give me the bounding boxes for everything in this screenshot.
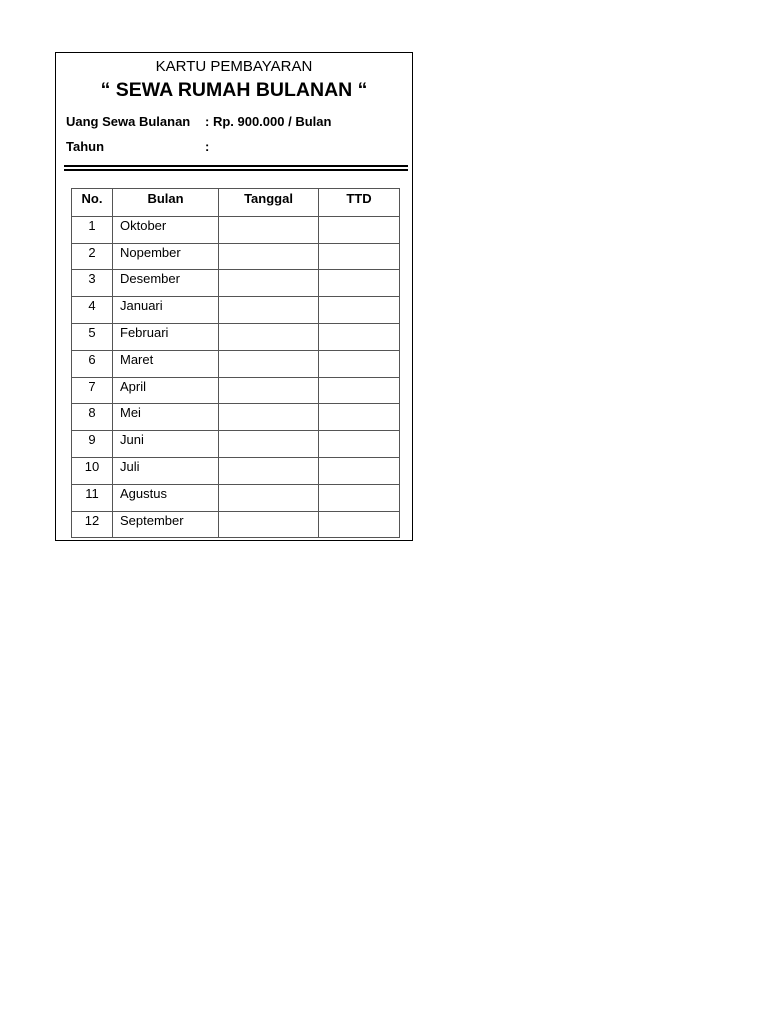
date-cell — [219, 297, 319, 324]
table-header-row — [72, 189, 400, 217]
signature-cell — [319, 216, 400, 243]
month-cell: September — [113, 511, 219, 538]
row-number-cell: 9 — [72, 431, 113, 458]
row-number-cell: 2 — [72, 243, 113, 270]
date-cell — [219, 323, 319, 350]
table-row — [72, 297, 400, 324]
signature-cell — [319, 511, 400, 538]
signature-cell — [319, 350, 400, 377]
signature-cell — [319, 431, 400, 458]
row-number-cell: 3 — [72, 270, 113, 297]
table-row — [72, 511, 400, 538]
row-number-cell: 11 — [72, 484, 113, 511]
table-row — [72, 243, 400, 270]
column-header-signature: TTD — [319, 189, 400, 217]
month-cell: April — [113, 377, 219, 404]
signature-cell — [319, 323, 400, 350]
row-number-cell: 8 — [72, 404, 113, 431]
row-number-cell: 7 — [72, 377, 113, 404]
signature-cell — [319, 404, 400, 431]
row-number-cell: 1 — [72, 216, 113, 243]
card-subtitle: “ SEWA RUMAH BULANAN “ — [100, 79, 368, 101]
table-row — [72, 216, 400, 243]
month-cell: Oktober — [113, 216, 219, 243]
table-body — [72, 216, 400, 538]
date-cell — [219, 431, 319, 458]
info-row-monthly-rent — [66, 114, 331, 129]
row-number-cell: 5 — [72, 323, 113, 350]
column-header-no: No. — [72, 189, 113, 217]
month-cell: Juni — [113, 431, 219, 458]
month-cell: Desember — [113, 270, 219, 297]
row-number-cell: 4 — [72, 297, 113, 324]
card-title: KARTU PEMBAYARAN — [155, 58, 313, 75]
divider-line — [64, 165, 408, 167]
signature-cell — [319, 377, 400, 404]
table-row — [72, 457, 400, 484]
column-header-month: Bulan — [113, 189, 219, 217]
month-cell: Januari — [113, 297, 219, 324]
row-number-cell: 10 — [72, 457, 113, 484]
payment-table — [71, 188, 400, 538]
month-cell: Februari — [113, 323, 219, 350]
month-cell: Maret — [113, 350, 219, 377]
table-row — [72, 484, 400, 511]
month-cell: Mei — [113, 404, 219, 431]
signature-cell — [319, 457, 400, 484]
table-row — [72, 431, 400, 458]
table-row — [72, 350, 400, 377]
date-cell — [219, 457, 319, 484]
month-cell: Agustus — [113, 484, 219, 511]
table-row — [72, 404, 400, 431]
info-label: Uang Sewa Bulanan — [66, 114, 191, 129]
info-row-year — [66, 139, 209, 154]
table-row — [72, 323, 400, 350]
info-label: Tahun — [66, 139, 105, 154]
signature-cell — [319, 297, 400, 324]
date-cell — [219, 404, 319, 431]
signature-cell — [319, 484, 400, 511]
date-cell — [219, 484, 319, 511]
signature-cell — [319, 243, 400, 270]
date-cell — [219, 243, 319, 270]
payment-card — [55, 52, 413, 541]
date-cell — [219, 511, 319, 538]
info-value: : — [205, 139, 210, 154]
column-header-date: Tanggal — [219, 189, 319, 217]
row-number-cell: 12 — [72, 511, 113, 538]
month-cell: Juli — [113, 457, 219, 484]
date-cell — [219, 350, 319, 377]
info-value: : Rp. 900.000 / Bulan — [205, 114, 332, 129]
month-cell: Nopember — [113, 243, 219, 270]
signature-cell — [319, 270, 400, 297]
date-cell — [219, 377, 319, 404]
date-cell — [219, 270, 319, 297]
table-row — [72, 377, 400, 404]
divider-line — [64, 169, 408, 171]
date-cell — [219, 216, 319, 243]
table-row — [72, 270, 400, 297]
row-number-cell: 6 — [72, 350, 113, 377]
